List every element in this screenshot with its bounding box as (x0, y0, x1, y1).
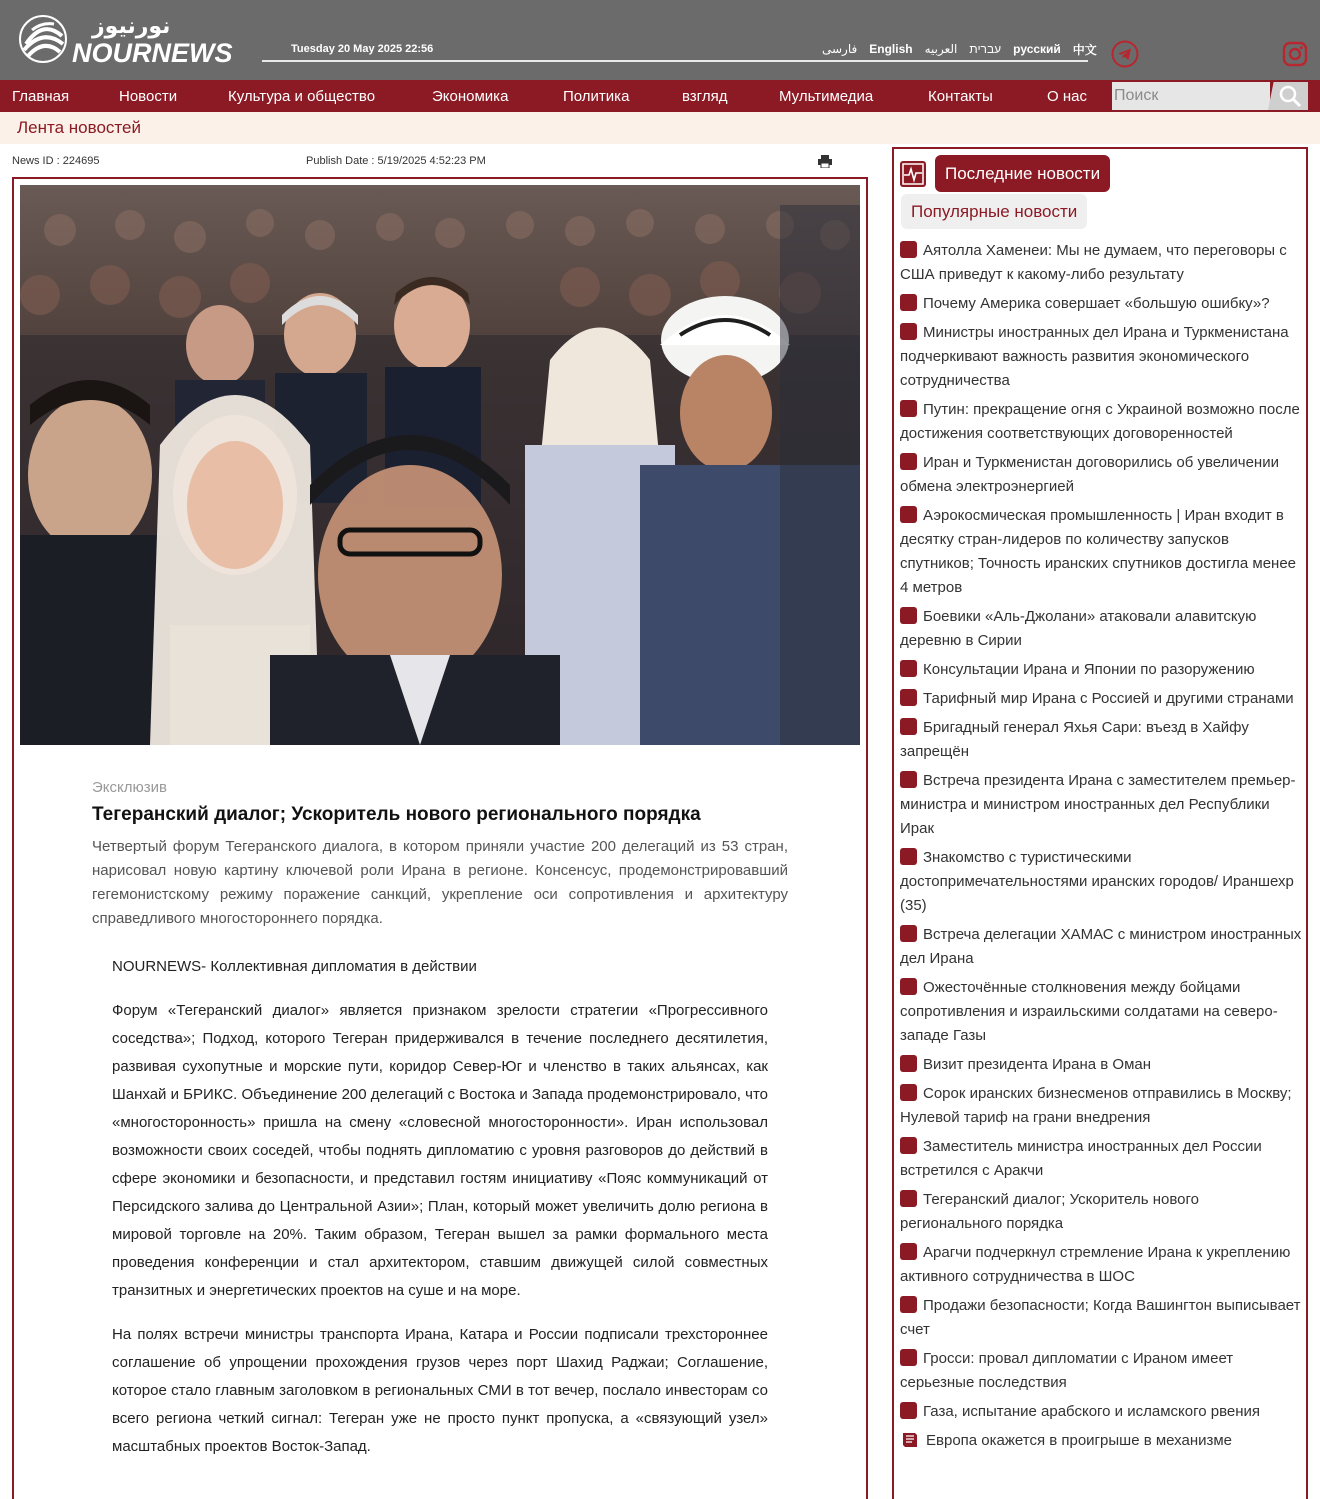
list-item[interactable] (900, 1188, 1302, 1236)
nav-news[interactable]: Новости (119, 88, 178, 105)
news-link[interactable]: Министры иностранных дел Ирана и Туркменистана подчеркивают важность развития экономического сотрудничества (900, 324, 1289, 389)
news-link[interactable]: Аэрокосмическая промышленность | Иран входит в десятку стран-лидеров по количеству запусков спутников; Точность иранских спутников достигла менее 4 метров (900, 507, 1297, 596)
publish-date: Publish Date : 5/19/2025 4:52:23 PM (306, 155, 486, 167)
news-id: News ID : 224695 (12, 155, 100, 167)
article-title: Тегеранский диалог; Ускоритель нового регионального порядка (92, 804, 701, 825)
article-paragraph: Форум «Тегеранский диалог» является признаком зрелости стратегии «Прогрессивного соседства»; Подход, которого Тегеран придерживался в течение последнего десятилетия, развивая сухопутные и морские пути, коридор Север-Юг и членство в таких альянсах, как Шанхай и БРИКС. Объединение 200 делегаций с Востока и Запада продемонстрировало, что «многосторонность» пришла на смену «словесной многосторонности». Иран использовал возможности своих соседей, чтобы поднять дипломатию с уровня разговоров до действий в сфере экономики и безопасности, и представил гостям инициативу «Пояс коммуникаций от Персидского залива до Центральной Азии»; План, который может увеличить долю региона в мировой торговле на 20%. Таким образом, Тегеран вышел за рамки формального места проведения конференции и стал архитектором, ставшим движущей силой совместных транзитных и энергетических проектов на суше и на море. (112, 1002, 768, 1299)
news-link[interactable]: Аятолла Хаменеи: Мы не думаем, что переговоры с США приведут к какому-либо результату (900, 242, 1287, 283)
square-bullet-icon (900, 453, 917, 470)
language-switcher (822, 40, 1097, 58)
list-item[interactable] (900, 687, 1302, 711)
lang-russian[interactable]: русский (1013, 42, 1061, 56)
square-bullet-icon (900, 848, 917, 865)
list-item[interactable] (900, 976, 1302, 1048)
square-bullet-icon (900, 689, 917, 706)
nav-home[interactable]: Главная (12, 88, 70, 105)
square-bullet-icon (900, 323, 917, 340)
list-item[interactable] (900, 239, 1302, 287)
list-item[interactable] (900, 1294, 1302, 1342)
news-sidebar (892, 147, 1308, 1499)
telegram-icon[interactable] (1111, 40, 1139, 68)
news-link[interactable]: Знакомство с туристическими достопримечательностями иранских городов/ Ираншехр (35) (900, 849, 1294, 914)
article-paragraph: NOURNEWS- Коллективная дипломатия в действии (112, 958, 477, 975)
news-link[interactable]: Арагчи подчеркнул стремление Ирана к укреплению активного сотрудничества в ШОС (900, 1244, 1291, 1285)
search-input[interactable] (1112, 82, 1270, 110)
list-item[interactable] (900, 769, 1302, 841)
lang-english[interactable]: English (869, 42, 913, 56)
list-item[interactable] (900, 846, 1302, 918)
nav-economy[interactable]: Экономика (432, 88, 509, 105)
list-item[interactable] (900, 1053, 1302, 1077)
list-item[interactable] (900, 1347, 1302, 1395)
nav-culture[interactable]: Культура и общество (228, 88, 376, 105)
news-link[interactable]: Путин: прекращение огня с Украиной возможно после достижения соответствующих договоренностей (900, 401, 1300, 442)
news-link[interactable]: Европа окажется в проигрыше в механизме (926, 1432, 1233, 1449)
breadcrumb-news-feed[interactable]: Лента новостей (17, 118, 141, 137)
news-link[interactable]: Продажи безопасности; Когда Вашингтон выписывает счет (900, 1297, 1301, 1338)
print-icon[interactable] (818, 155, 832, 168)
square-bullet-icon (900, 607, 917, 624)
article-lead: Четвертый форум Тегеранского диалога, в котором приняли участие 200 делегаций из 53 стран, нарисовал новую картину ключевой роли Ирана в регионе. Консенсус, продемонстрировавший гегемонистскому режиму поражение санкций, укрепление оси сопротивления и архитектуру справедливого многостороннего порядка. (92, 838, 788, 927)
tab-popular-news[interactable]: Популярные новости (901, 194, 1087, 229)
instagram-icon[interactable] (1282, 41, 1308, 67)
site-header (0, 0, 1320, 80)
list-item[interactable] (900, 923, 1302, 971)
logo-text-en: NOURNEWS (72, 38, 233, 68)
list-item[interactable] (900, 1082, 1302, 1130)
tab-latest-news[interactable]: Последние новости (935, 155, 1110, 192)
square-bullet-icon (900, 241, 917, 258)
logo-text-fa: نورنیوز (92, 14, 171, 39)
article-hero-image (20, 185, 860, 745)
news-link[interactable]: Почему Америка совершает «большую ошибку»? (923, 295, 1270, 312)
latest-news-list (900, 239, 1302, 1458)
list-item[interactable] (900, 1400, 1302, 1424)
conference-audience-photo (20, 185, 860, 745)
news-link[interactable]: Встреча президента Ирана с заместителем премьер-министра и министром иностранных дел Республики Ирак (900, 772, 1296, 837)
logo-swirl-icon (18, 14, 68, 64)
news-link[interactable]: Газа, испытание арабского и исламского рвения (923, 1403, 1261, 1420)
list-item[interactable] (900, 658, 1302, 682)
lang-chinese[interactable]: 中文 (1072, 42, 1097, 57)
article-kicker: Эксклюзив (92, 779, 167, 796)
news-link[interactable]: Сорок иранских бизнесменов отправились в Москву; Нулевой тариф на грани внедрения (900, 1085, 1292, 1126)
square-bullet-icon (900, 1055, 917, 1072)
list-item[interactable] (900, 1429, 1302, 1453)
article-container (12, 177, 868, 1499)
square-bullet-icon (900, 1084, 917, 1101)
book-icon (900, 1431, 920, 1449)
news-link[interactable]: Боевики «Аль-Джолани» атаковали алавитскую деревню в Сирии (900, 608, 1257, 649)
news-link[interactable]: Консультации Ирана и Японии по разоружению (923, 661, 1255, 678)
square-bullet-icon (900, 718, 917, 735)
square-bullet-icon (900, 400, 917, 417)
list-item[interactable] (900, 292, 1302, 316)
square-bullet-icon (900, 1137, 917, 1154)
list-item[interactable] (900, 716, 1302, 764)
nav-multimedia[interactable]: Мультимедиа (779, 88, 874, 105)
list-item[interactable] (900, 1135, 1302, 1183)
lang-arabic[interactable]: العربیه (924, 42, 958, 56)
search-button[interactable] (1268, 82, 1308, 110)
list-item[interactable] (900, 504, 1302, 600)
nav-contacts[interactable]: Контакты (928, 88, 993, 105)
news-link[interactable]: Ожесточённые столкновения между бойцами сопротивления и израильскими солдатами на северо-западе Газы (900, 979, 1278, 1044)
news-link[interactable]: Тарифный мир Ирана с Россией и другими странами (923, 690, 1294, 707)
lang-farsi[interactable]: فارسی (822, 42, 858, 56)
square-bullet-icon (900, 506, 917, 523)
news-link[interactable]: Визит президента Ирана в Оман (923, 1056, 1152, 1073)
news-link[interactable]: Иран и Туркменистан договорились об увеличении обмена электроэнергией (900, 454, 1279, 495)
breadcrumb (0, 112, 1320, 144)
nav-about[interactable]: О нас (1047, 88, 1087, 105)
news-link[interactable]: Бригадный генерал Яхья Сари: въезд в Хайфу запрещён (900, 719, 1249, 760)
list-item[interactable] (900, 321, 1302, 393)
article-paragraph: На полях встречи министры транспорта Ирана, Катара и России подписали трехстороннее соглашение об упрощении прохождения грузов через порт Шахид Раджаи; Соглашение, которое стало главным заголовком в региональных СМИ в тот вечер, послало инвесторам со всего региона четкий сигнал: Тегеран уже не просто пункт пропуска, а «связующий узел» масштабных проектов Восток-Запад. (112, 1326, 768, 1455)
square-bullet-icon (900, 771, 917, 788)
square-bullet-icon (900, 1402, 917, 1419)
article-body (112, 953, 768, 1477)
square-bullet-icon (900, 925, 917, 942)
square-bullet-icon (900, 1349, 917, 1366)
square-bullet-icon (900, 660, 917, 677)
news-link[interactable]: Встреча делегации ХАМАС с министром иностранных дел Ирана (900, 926, 1302, 967)
site-logo[interactable] (18, 12, 258, 68)
square-bullet-icon (900, 1296, 917, 1313)
search-icon (1268, 82, 1308, 110)
news-link[interactable]: Тегеранский диалог; Ускоритель нового регионального порядка (900, 1191, 1199, 1232)
square-bullet-icon (900, 1243, 917, 1260)
list-item[interactable] (900, 451, 1302, 499)
list-item[interactable] (900, 398, 1302, 446)
nav-politics[interactable]: Политика (563, 88, 630, 105)
lang-hebrew[interactable]: עברית (969, 42, 1002, 56)
pulse-icon (900, 161, 926, 187)
square-bullet-icon (900, 1190, 917, 1207)
header-divider (262, 60, 1088, 62)
news-link[interactable]: Гросси: провал дипломатии с Ираном имеет серьезные последствия (900, 1350, 1234, 1391)
nav-view[interactable]: взгляд (682, 88, 728, 105)
square-bullet-icon (900, 294, 917, 311)
list-item[interactable] (900, 1241, 1302, 1289)
list-item[interactable] (900, 605, 1302, 653)
square-bullet-icon (900, 978, 917, 995)
current-date: Tuesday 20 May 2025 22:56 (291, 43, 434, 55)
news-link[interactable]: Заместитель министра иностранных дел России встретился с Аракчи (900, 1138, 1262, 1179)
